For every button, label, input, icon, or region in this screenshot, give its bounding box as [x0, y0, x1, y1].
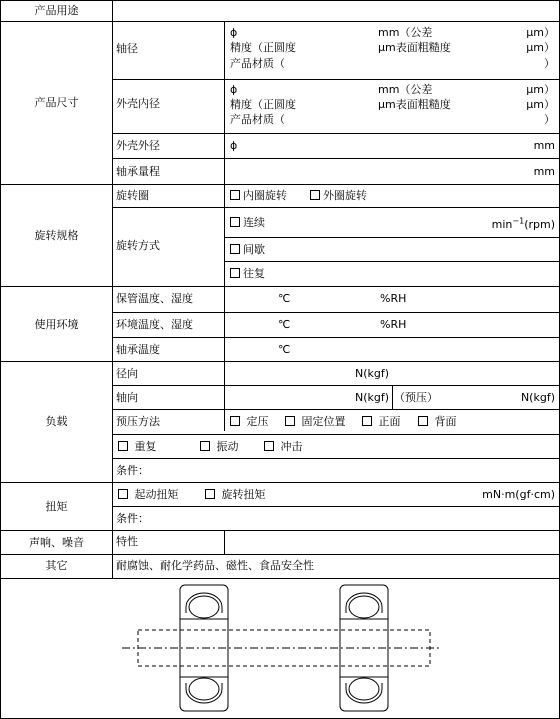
- impact-option[interactable]: 冲击: [264, 440, 303, 453]
- torque-unit: mN·m(gf·cm): [482, 488, 555, 501]
- preload-label: （预压）: [394, 391, 438, 404]
- shaft-material: 产品材质（: [230, 57, 285, 70]
- housing-inner-phi: ϕ: [230, 83, 238, 96]
- noise-characteristic: 特性: [116, 535, 138, 548]
- back-to-back-checkbox[interactable]: [418, 416, 428, 426]
- bearing-celsius: ℃: [278, 343, 291, 356]
- running-torque-option[interactable]: 旋转扭矩: [205, 488, 266, 501]
- shaft-um-1: μm）: [526, 26, 555, 39]
- shaft-um-2: μm）: [526, 41, 555, 54]
- rotation-label: 旋转规格: [34, 229, 79, 242]
- fixed-position-checkbox[interactable]: [285, 416, 295, 426]
- housing-inner-label: 外壳内径: [116, 97, 160, 110]
- ambient-temp-label: 环境温度、湿度: [116, 318, 193, 331]
- housing-inner-um-2: μm）: [526, 98, 555, 111]
- reciprocating-checkbox[interactable]: [230, 268, 240, 278]
- starting-torque-option[interactable]: 起动扭矩: [118, 488, 179, 501]
- intermittent-checkbox[interactable]: [230, 244, 240, 254]
- left-ball-top: [189, 596, 219, 618]
- stroke-label: 轴承量程: [116, 165, 160, 178]
- face-to-face-option[interactable]: 正面: [362, 415, 401, 428]
- other-label: 其它: [45, 559, 68, 572]
- axial-unit: N(kgf): [355, 391, 390, 404]
- vibration-option[interactable]: 振动: [200, 440, 239, 453]
- stroke-unit: mm: [533, 165, 555, 178]
- ambient-celsius: ℃: [278, 318, 291, 331]
- bearing-temp-label: 轴承温度: [116, 343, 160, 356]
- shaft-surface-roughness: μm表面粗糙度: [378, 41, 451, 54]
- shaft-precision: 精度（正圆度: [230, 41, 296, 54]
- housing-inner-um-1: μm）: [526, 83, 555, 96]
- ambient-rh: %RH: [380, 318, 407, 331]
- storage-rh: %RH: [380, 292, 407, 305]
- outer-ring-checkbox[interactable]: [310, 190, 320, 200]
- reciprocating-option[interactable]: 往复: [230, 267, 265, 280]
- impact-checkbox[interactable]: [264, 441, 274, 451]
- torque-label: 扭矩: [45, 500, 68, 513]
- rotation-mode-label: 旋转方式: [116, 239, 160, 252]
- bearing-mounting-diagram: [0, 579, 560, 718]
- repeat-checkbox[interactable]: [118, 441, 128, 451]
- rpm-unit: $\min^{-1}(rpm)$: [491, 216, 555, 231]
- use-label: 产品用途: [34, 4, 79, 17]
- inner-ring-rotation-option[interactable]: 内圈旋转: [230, 189, 287, 202]
- inner-ring-checkbox[interactable]: [230, 190, 240, 200]
- continuous-checkbox[interactable]: [230, 217, 240, 227]
- housing-inner-mm-tolerance: mm（公差: [378, 83, 433, 96]
- fixed-position-option[interactable]: 固定位置: [285, 415, 346, 428]
- axial-label: 轴向: [116, 391, 138, 404]
- right-ball-top: [349, 596, 379, 618]
- repeat-option[interactable]: 重复: [118, 440, 157, 453]
- load-label: 负载: [45, 415, 68, 428]
- right-ball-bottom: [349, 678, 379, 700]
- other-value: 耐腐蚀、耐化学药品、磁性、食品安全性: [116, 559, 314, 572]
- intermittent-option[interactable]: 间歇: [230, 243, 265, 256]
- outer-ring-rotation-option[interactable]: 外圈旋转: [310, 189, 367, 202]
- vibration-checkbox[interactable]: [200, 441, 210, 451]
- rotation-ring-label: 旋转圈: [116, 189, 149, 202]
- shaft-material-close: ）: [544, 57, 555, 70]
- housing-inner-surface-roughness: μm表面粗糙度: [378, 98, 451, 111]
- size-label: 产品尺寸: [34, 96, 79, 109]
- housing-inner-material-close: ）: [544, 113, 555, 126]
- left-ball-bottom: [189, 678, 219, 700]
- radial-unit: N(kgf): [355, 367, 390, 380]
- preload-unit: N(kgf): [520, 391, 555, 404]
- back-to-back-option[interactable]: 背面: [418, 415, 457, 428]
- continuous-option[interactable]: 连续: [230, 216, 265, 229]
- noise-label: 声响、噪音: [29, 536, 84, 549]
- environment-label: 使用环境: [34, 318, 79, 331]
- shaft-label: 轴径: [116, 42, 138, 55]
- storage-temp-label: 保管温度、湿度: [116, 292, 193, 305]
- face-to-face-checkbox[interactable]: [362, 416, 372, 426]
- constant-pressure-checkbox[interactable]: [230, 416, 240, 426]
- shaft-mm-tolerance: mm（公差: [378, 26, 433, 39]
- housing-inner-material: 产品材质（: [230, 113, 285, 126]
- radial-label: 径向: [116, 367, 138, 380]
- housing-inner-precision: 精度（正圆度: [230, 98, 296, 111]
- torque-conditions: 条件：: [116, 512, 149, 525]
- housing-outer-label: 外壳外径: [116, 139, 160, 152]
- shaft-phi: ϕ: [230, 26, 238, 39]
- running-torque-checkbox[interactable]: [205, 489, 215, 499]
- load-conditions: 条件：: [116, 464, 149, 477]
- preload-method-label: 预压方法: [116, 415, 160, 428]
- constant-pressure-option[interactable]: 定压: [230, 415, 269, 428]
- housing-outer-phi: ϕ: [230, 139, 238, 152]
- storage-celsius: ℃: [278, 292, 291, 305]
- starting-torque-checkbox[interactable]: [118, 489, 128, 499]
- housing-outer-unit: mm: [533, 139, 555, 152]
